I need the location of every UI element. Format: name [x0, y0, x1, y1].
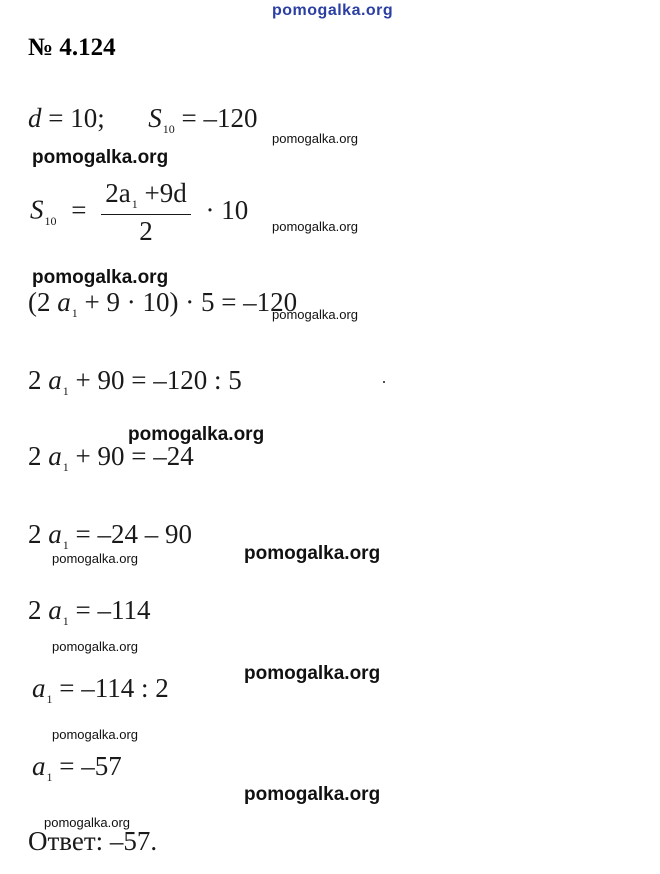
fraction [101, 178, 190, 247]
watermark: pomogalka.org [52, 727, 138, 742]
times-ten: · 10 [205, 194, 249, 225]
equals-sign: = [71, 194, 87, 225]
watermark: pomogalka.org [52, 551, 138, 566]
watermark-top: pomogalka.org [272, 2, 394, 19]
watermark: pomogalka.org [244, 543, 381, 564]
watermark: pomogalka.org [272, 219, 358, 234]
watermark: pomogalka.org [32, 267, 169, 288]
step-6: $a_1 = -114$ : 2 [32, 673, 169, 706]
s-variable: S [30, 194, 44, 225]
watermark: pomogalka.org [272, 307, 358, 322]
problem-title: № 4.124 [28, 34, 116, 61]
step-1: (2 $a_1 + 9 \cdot 10) \cdot 5 = -120$ [28, 287, 298, 320]
watermark: pomogalka.org [52, 639, 138, 654]
step-4: 2 $a_1 = -24 - 90$ [28, 519, 192, 552]
answer: Ответ: –57. [28, 826, 158, 856]
fraction-denominator: 2 [139, 216, 153, 246]
s-subscript: 10 [44, 213, 57, 228]
step-5: 2 $a_1 = -114$ [28, 595, 151, 628]
step-7: $a_1 = -57$ [32, 751, 122, 784]
watermark: pomogalka.org [244, 784, 381, 805]
sum-formula [30, 178, 248, 247]
watermark: pomogalka.org [44, 815, 130, 830]
fraction-numerator: $2a_1 +9d$ [101, 178, 190, 215]
watermark: pomogalka.org [244, 663, 381, 684]
watermark: pomogalka.org [128, 424, 265, 445]
step-2: 2 $a_1 + 90 = -120$ : 5 [28, 365, 242, 398]
d-value: = 10; [41, 103, 105, 133]
d-variable: d [28, 103, 42, 133]
s-value: = –120 [174, 103, 258, 133]
watermark: pomogalka.org [272, 131, 358, 146]
stray-dot [383, 381, 385, 383]
step-3: 2 $a_1 + 90 = -24$ [28, 441, 194, 474]
s-subscript: 10 [162, 122, 175, 136]
s-variable: S [148, 103, 162, 133]
given-line [28, 102, 257, 139]
watermark: pomogalka.org [32, 147, 169, 168]
